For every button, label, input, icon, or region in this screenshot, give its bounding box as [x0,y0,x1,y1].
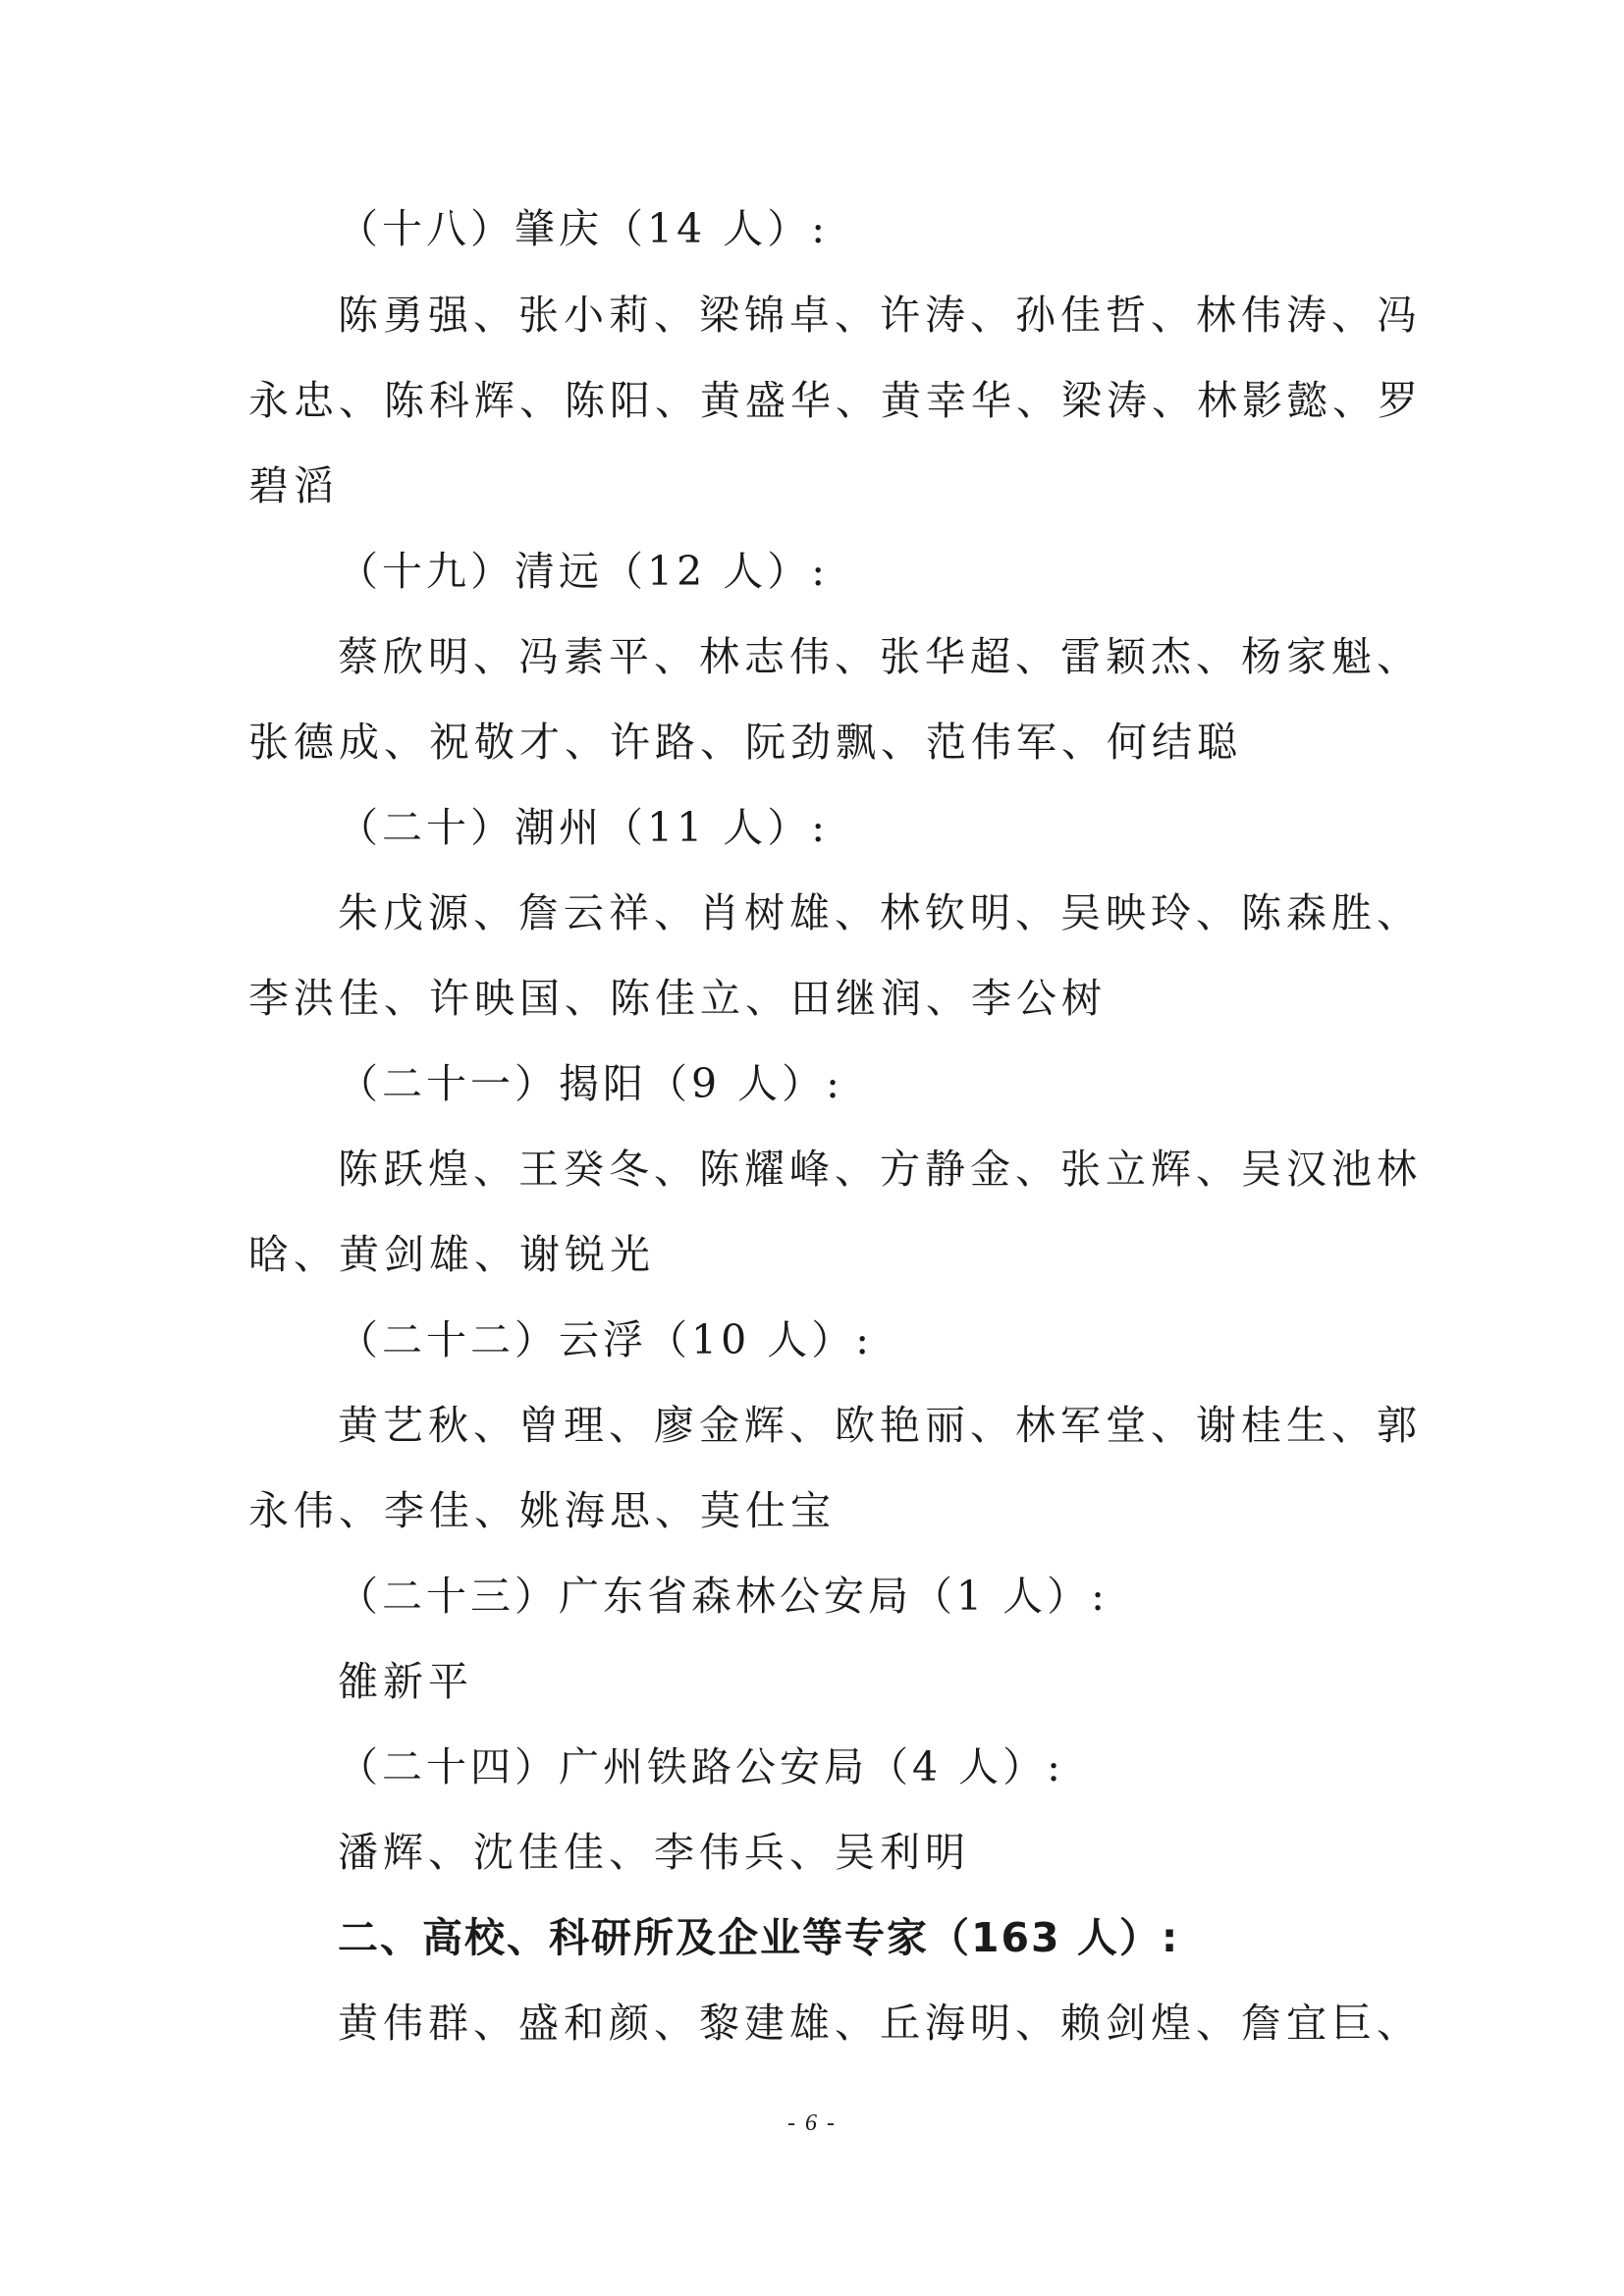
name-list-line: 永忠、陈科辉、陈阳、黄盛华、黄幸华、梁涛、林影懿、罗 [248,377,1423,424]
name-list-line: 蔡欣明、冯素平、林志伟、张华超、雷颖杰、杨家魁、 [338,633,1422,680]
section-heading-zhaoqing: （十八）肇庆（14 人）: [338,205,830,252]
section-heading-forest-police: （二十三）广东省森林公安局（1 人）: [338,1573,1109,1620]
name-list-line: 陈勇强、张小莉、梁锦卓、许涛、孙佳哲、林伟涛、冯 [338,292,1422,339]
section-heading-jieyang: （二十一）揭阳（9 人）: [338,1060,843,1107]
name-list-line: 永伟、李佳、姚海思、莫仕宝 [248,1487,836,1534]
section-heading-railway-police: （二十四）广州铁路公安局（4 人）: [338,1743,1064,1790]
name-list-line: 黄艺秋、曾理、廖金辉、欧艳丽、林军堂、谢桂生、郭 [338,1402,1422,1449]
name-list-line: 潘辉、沈佳佳、李伟兵、吴利明 [338,1829,970,1876]
name-list-line: 李洪佳、许映国、陈佳立、田继润、李公树 [248,975,1107,1022]
name-list-line: 雒新平 [338,1658,473,1705]
section-heading-experts: 二、高校、科研所及企业等专家（163 人）: [338,1914,1180,1961]
section-heading-chaozhou: （二十）潮州（11 人）: [338,804,830,851]
name-list-line: 黄伟群、盛和颜、黎建雄、丘海明、赖剑煌、詹宜巨、 [338,2000,1422,2047]
name-list-line: 碧滔 [248,462,339,509]
name-list-line: 朱戊源、詹云祥、肖树雄、林钦明、吴映玲、陈森胜、 [338,889,1422,936]
section-heading-qingyuan: （十九）清远（12 人）: [338,548,830,595]
name-list-line: 张德成、祝敬才、许路、阮劲飘、范伟军、何结聪 [248,719,1242,766]
name-list-line: 陈跃煌、王癸冬、陈耀峰、方静金、张立辉、吴汉池林 [338,1146,1422,1193]
name-list-line: 晗、黄剑雄、谢锐光 [248,1231,655,1278]
section-heading-yunfu: （二十二）云浮（10 人）: [338,1316,874,1363]
page-number: - 6 - [787,2110,837,2136]
